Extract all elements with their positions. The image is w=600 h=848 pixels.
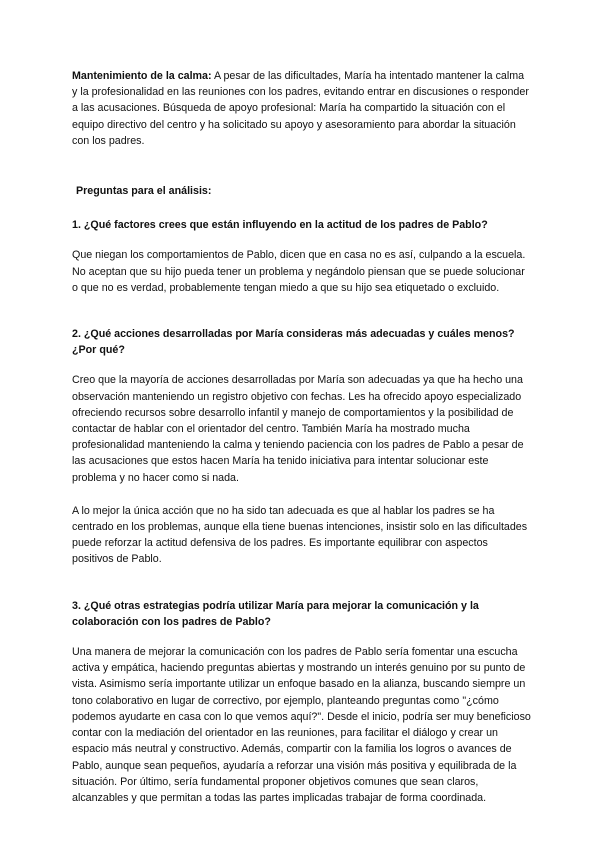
intro-label: Mantenimiento de la calma:: [72, 70, 212, 82]
question-1: 1. ¿Qué factores crees que están influyendo en la actitud de los padres de Pablo?: [72, 219, 488, 232]
answer-3: Una manera de mejorar la comunicación con los padres de Pablo sería fomentar una escucha activa y empática, haciendo preguntas abiertas y mostrando un interés genuino por su punto de vista. Asimismo sería importante utilizar un enfoque basado en la alianza, buscando siempre un tono colaborativo en lugar de correctivo, por ejemplo, planteando preguntas como "¿cómo podemos ayudarte en casa con lo que vemos aquí?". Desde el inicio, podría ser muy beneficioso contar con la mediación del orientador en las reuniones, para facilitar el diálogo y crear un espacio más neutral y constructivo. Además, compartir con la familia los logros o avances de Pablo, aunque sean pequeños, ayudaría a reforzar una visión más positiva y equilibrada de la situación. Por último, sería fundamental proponer objetivos comunes que sean claros, alcanzables y que permitan a todas las partes implicadas trabajar de forma coordinada.: [72, 646, 531, 804]
question-2: 2. ¿Qué acciones desarrolladas por María consideras más adecuadas y cuáles menos? ¿Por qué?: [72, 328, 515, 357]
intro-text: A pesar de las dificultades, María ha intentado mantener la calma y la profesionalidad en las reuniones con los padres, evitando entrar en discusiones o responder a las acusaciones. Búsqueda de apoyo profesional: María ha compartido la situación con el equipo directivo del centro y ha solicitado su apoyo y asesoramiento para abordar la situación con los padres.: [72, 70, 529, 147]
answer-2-paragraph-2: A lo mejor la única acción que no ha sido tan adecuada es que al hablar los padres se ha centrado en los problemas, aunque ella tiene buenas intenciones, insistir solo en las dificultades puede reforzar la actitud defensiva de los padres. Es importante equilibrar con aspectos positivos de Pablo.: [72, 504, 528, 566]
section-title: Preguntas para el análisis:: [76, 185, 212, 198]
answer-2-paragraph-1: Creo que la mayoría de acciones desarrolladas por María son adecuadas ya que ha hecho una observación manteniendo un registro objetivo con fechas. Les ha ofrecido apoyo especializado ofreciendo recursos sobre desarrollo infantil y manejo de comportamientos y la posibilidad de contactar de hablar con el orientador del centro. También María ha mostrado mucha profesionalidad manteniendo la calma y teniendo paciencia con los padres de Pablo a pesar de las acusaciones que estos hacen María ha tenido iniciativa para intentar solucionar este problema y no hacer como si nada.: [72, 374, 524, 484]
document-page: [72, 68, 532, 836]
intro-paragraph: [72, 68, 532, 149]
question-3: 3. ¿Qué otras estrategias podría utilizar María para mejorar la comunicación y la colaboración con los padres de Pablo?: [72, 599, 479, 628]
answer-1: Que niegan los comportamientos de Pablo, dicen que en casa no es así, culpando a la escuela. No aceptan que su hijo pueda tener un problema y negándolo piensan que se puede solucionar o que no es verdad, probablemente tengan miedo a que su hijo sea etiquetado o excluido.: [72, 249, 526, 294]
